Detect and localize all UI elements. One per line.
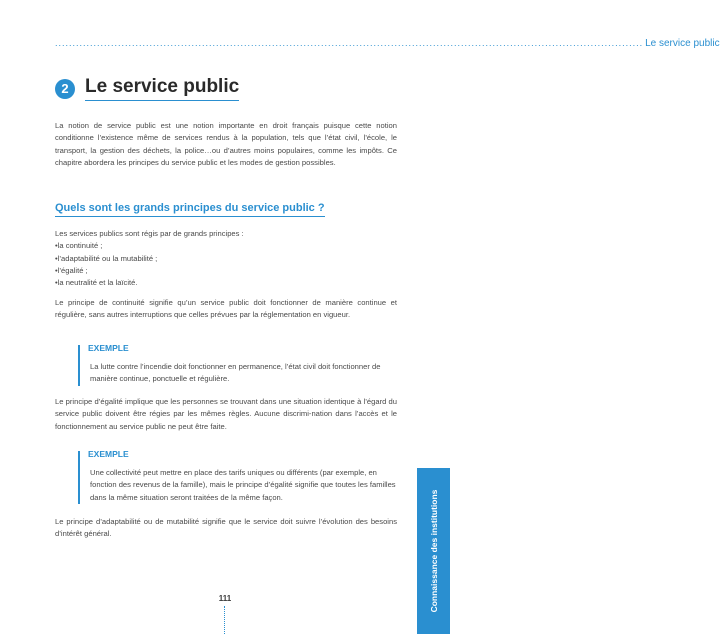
principles-list	[55, 228, 397, 289]
page-number-divider	[224, 606, 225, 634]
sidebar-tab	[417, 468, 450, 634]
principle-item: • l’égalité ;	[55, 265, 397, 277]
chapter-title: Le service public	[85, 76, 239, 101]
chapter-heading	[55, 76, 239, 101]
page-number: 111	[218, 594, 232, 603]
adaptability-paragraph: Le principe d’adaptabilité ou de mutabilité signifie que le service doit suivre l’évolution des besoins d’intérêt général.	[55, 517, 397, 539]
section-title: Quels sont les grands principes du service public ?	[55, 202, 325, 217]
example-text: Une collectivité peut mettre en place des tarifs uniques ou différents (par exemple, en fonction des revenus de la famille), mais le principe d’égalité signifie que toutes les familles dans la même situation seront traitées de la même façon.	[90, 468, 396, 502]
principle-item: • la neutralité et la laïcité.	[55, 277, 397, 289]
principle-item: • l’adaptabilité ou la mutabilité ;	[55, 253, 397, 265]
equality-paragraph: Le principe d’égalité implique que les personnes se trouvant dans une situation identique à l’égard du service public doivent être régies par les mêmes règles. Aucune discrimi-nation dans l’accès et le fonctionnement au service public ne peut être faite.	[55, 397, 397, 431]
example-box-1	[78, 345, 410, 386]
sidebar-label: Connaissance des institutions	[428, 489, 439, 613]
continuity-paragraph: Le principe de continuité signifie qu’un service public doit fonctionner de manière continue et régulière, sans autres interruptions que celles prévues par la réglementation en vigueur.	[55, 298, 397, 320]
principles-lead: Les services publics sont régis par de grands principes :	[55, 229, 244, 238]
example-title: EXEMPLE	[88, 343, 129, 353]
running-title: Le service public	[645, 38, 720, 49]
chapter-number-badge: 2	[55, 79, 75, 99]
example-box-2	[78, 451, 410, 504]
example-text: La lutte contre l’incendie doit fonctionner en permanence, l’état civil doit fonctionner de manière continue, ponctuelle et régulière.	[90, 362, 381, 384]
principle-item: • la continuité ;	[55, 240, 397, 252]
intro-paragraph: La notion de service public est une notion importante en droit français puisque cette notion conditionne l’existence même de services rendus à la population, tels que l’état civil, l’école, le transport, la gestion des déchets, la police…ou d’autres moins populaires, comme les impôts. Ce chapitre abordera les principes du service public et les modes de gestion possibles.	[55, 121, 397, 167]
running-header	[55, 38, 720, 49]
example-title: EXEMPLE	[88, 449, 129, 459]
header-dotted-leader: ........................................................................................................................................................................	[55, 38, 644, 48]
